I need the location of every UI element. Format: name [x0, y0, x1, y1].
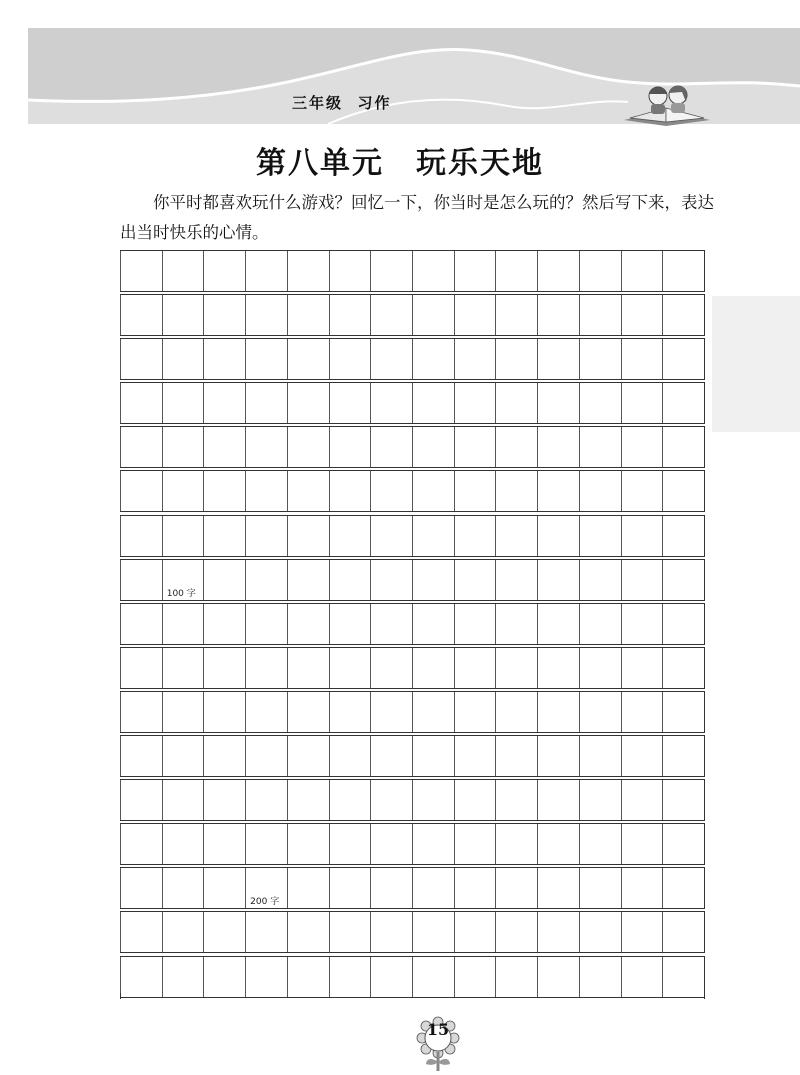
grid-row	[120, 823, 705, 865]
grid-cell[interactable]	[245, 339, 287, 379]
grid-cell[interactable]	[412, 295, 454, 335]
grid-cell[interactable]	[245, 912, 287, 952]
grid-cell[interactable]	[579, 427, 621, 467]
grid-cell[interactable]	[579, 471, 621, 511]
grid-cell[interactable]	[621, 251, 663, 291]
grid-cell[interactable]	[162, 295, 204, 335]
grid-cell[interactable]	[412, 339, 454, 379]
grid-cell[interactable]	[245, 560, 287, 600]
grid-cell[interactable]	[162, 824, 204, 864]
grid-cell[interactable]	[495, 560, 537, 600]
grid-cell[interactable]	[621, 339, 663, 379]
grid-cell[interactable]	[662, 516, 705, 556]
grid-cell[interactable]	[203, 383, 245, 423]
kids-reading-icon	[620, 80, 716, 126]
grid-cell[interactable]	[662, 957, 705, 997]
grid-cell[interactable]	[537, 780, 579, 820]
grid-cell[interactable]	[412, 912, 454, 952]
grid-row	[120, 470, 705, 512]
grid-cell[interactable]	[329, 868, 371, 908]
grid-cell[interactable]	[120, 383, 162, 423]
grid-cell[interactable]	[287, 295, 329, 335]
grid-cell[interactable]	[662, 868, 705, 908]
grid-cell[interactable]	[537, 339, 579, 379]
grid-cell[interactable]	[537, 560, 579, 600]
grid-cell[interactable]	[329, 736, 371, 776]
grid-cell[interactable]	[621, 736, 663, 776]
grid-cell[interactable]	[162, 648, 204, 688]
grid-cell[interactable]	[162, 957, 204, 997]
grid-cell[interactable]	[120, 604, 162, 644]
grid-cell[interactable]	[245, 692, 287, 732]
grid-cell[interactable]	[662, 471, 705, 511]
grid-cell[interactable]	[370, 912, 412, 952]
grid-cell[interactable]	[412, 780, 454, 820]
grid-cell[interactable]	[287, 824, 329, 864]
grid-cell[interactable]	[245, 824, 287, 864]
grid-cell[interactable]	[120, 251, 162, 291]
grid-cell[interactable]	[579, 383, 621, 423]
grid-cell[interactable]	[621, 383, 663, 423]
grid-cell[interactable]	[329, 604, 371, 644]
grid-cell[interactable]	[203, 692, 245, 732]
grid-cell[interactable]	[370, 604, 412, 644]
grid-row	[120, 647, 705, 689]
grid-cell[interactable]	[454, 824, 496, 864]
grid-cell[interactable]	[454, 648, 496, 688]
grid-cell[interactable]	[412, 957, 454, 997]
grid-cell[interactable]	[287, 736, 329, 776]
grid-cell[interactable]	[454, 560, 496, 600]
grid-cell[interactable]	[621, 427, 663, 467]
grid-cell[interactable]	[621, 780, 663, 820]
grid-cell[interactable]	[245, 295, 287, 335]
grid-cell[interactable]	[537, 736, 579, 776]
grid-cell[interactable]	[454, 868, 496, 908]
grid-cell[interactable]	[120, 957, 162, 997]
grid-cell[interactable]	[454, 912, 496, 952]
grid-cell[interactable]	[203, 339, 245, 379]
grid-cell[interactable]	[370, 471, 412, 511]
grid-cell[interactable]	[579, 604, 621, 644]
grid-cell[interactable]	[579, 692, 621, 732]
grid-cell[interactable]	[579, 780, 621, 820]
grid-cell[interactable]	[162, 427, 204, 467]
grid-cell[interactable]	[537, 427, 579, 467]
grid-cell[interactable]	[370, 648, 412, 688]
grid-row	[120, 382, 705, 424]
grid-cell[interactable]	[662, 560, 705, 600]
grid-cell[interactable]	[287, 648, 329, 688]
grid-cell[interactable]	[245, 736, 287, 776]
grid-cell[interactable]	[412, 692, 454, 732]
grid-cell[interactable]	[120, 780, 162, 820]
grid-cell[interactable]	[162, 471, 204, 511]
grid-cell[interactable]	[662, 339, 705, 379]
grid-cell[interactable]	[412, 868, 454, 908]
grid-cell[interactable]	[579, 295, 621, 335]
grid-cell[interactable]	[329, 780, 371, 820]
grid-cell[interactable]	[495, 868, 537, 908]
grid-cell[interactable]	[329, 824, 371, 864]
grid-cell[interactable]	[203, 736, 245, 776]
grid-cell[interactable]	[537, 648, 579, 688]
grid-cell[interactable]	[203, 295, 245, 335]
grid-cell[interactable]	[454, 251, 496, 291]
grid-cell[interactable]	[662, 251, 705, 291]
grid-cell[interactable]	[162, 383, 204, 423]
grid-cell[interactable]	[203, 780, 245, 820]
grid-cell[interactable]	[370, 957, 412, 997]
grid-cell[interactable]	[495, 648, 537, 688]
grid-cell[interactable]	[203, 912, 245, 952]
grid-cell[interactable]	[287, 516, 329, 556]
grid-cell[interactable]	[120, 560, 162, 600]
grid-cell[interactable]	[203, 560, 245, 600]
grid-cell[interactable]	[454, 780, 496, 820]
grid-cell[interactable]	[579, 251, 621, 291]
grid-cell[interactable]	[329, 957, 371, 997]
grid-cell[interactable]	[662, 736, 705, 776]
grid-cell[interactable]	[412, 471, 454, 511]
grid-cell[interactable]	[454, 471, 496, 511]
grid-cell[interactable]	[454, 736, 496, 776]
grid-cell[interactable]	[329, 560, 371, 600]
grid-cell[interactable]	[370, 736, 412, 776]
grid-cell[interactable]	[579, 736, 621, 776]
grid-cell[interactable]	[120, 648, 162, 688]
grid-cell[interactable]	[370, 251, 412, 291]
grid-cell[interactable]	[162, 868, 204, 908]
grid-cell[interactable]	[120, 516, 162, 556]
grid-cell[interactable]	[662, 604, 705, 644]
grid-cell[interactable]	[287, 471, 329, 511]
grid-cell[interactable]	[537, 383, 579, 423]
grid-cell[interactable]	[537, 912, 579, 952]
grid-cell[interactable]	[537, 251, 579, 291]
grid-row	[120, 515, 705, 557]
page-number: 15	[426, 1020, 450, 1039]
grid-cell[interactable]	[162, 560, 204, 600]
grid-cell[interactable]	[412, 736, 454, 776]
grid-cell[interactable]	[245, 648, 287, 688]
grid-cell[interactable]	[621, 692, 663, 732]
grid-cell[interactable]	[495, 251, 537, 291]
grid-cell[interactable]	[412, 383, 454, 423]
grid-cell[interactable]	[621, 824, 663, 864]
grid-row	[120, 426, 705, 468]
header-label: 三年级 习作	[292, 94, 392, 112]
grid-row	[120, 250, 705, 292]
grid-cell[interactable]	[495, 912, 537, 952]
grid-cell[interactable]	[579, 868, 621, 908]
grid-cell[interactable]	[370, 868, 412, 908]
grid-cell[interactable]	[329, 471, 371, 511]
grid-row	[120, 735, 705, 777]
grid-cell[interactable]	[287, 868, 329, 908]
grid-cell[interactable]	[120, 339, 162, 379]
grid-cell[interactable]	[329, 339, 371, 379]
grid-cell[interactable]	[662, 824, 705, 864]
grid-cell[interactable]	[203, 604, 245, 644]
grid-cell[interactable]	[287, 912, 329, 952]
grid-cell[interactable]	[495, 604, 537, 644]
grid-cell[interactable]	[245, 383, 287, 423]
grid-cell[interactable]	[621, 648, 663, 688]
grid-cell[interactable]	[245, 251, 287, 291]
grid-cell[interactable]	[412, 251, 454, 291]
grid-cell[interactable]	[329, 383, 371, 423]
grid-cell[interactable]	[120, 692, 162, 732]
grid-row	[120, 867, 705, 909]
grid-cell[interactable]	[621, 516, 663, 556]
grid-cell[interactable]	[245, 780, 287, 820]
grid-cell[interactable]	[329, 692, 371, 732]
grid-cell[interactable]	[120, 471, 162, 511]
grid-cell[interactable]	[245, 957, 287, 997]
grid-row	[120, 956, 705, 998]
grid-cell[interactable]	[495, 824, 537, 864]
word-count-mark: 200 字	[250, 897, 280, 908]
grid-cell[interactable]	[120, 736, 162, 776]
grid-cell[interactable]	[412, 824, 454, 864]
grid-cell[interactable]	[621, 868, 663, 908]
page-title: 第八单元 玩乐天地	[256, 146, 544, 181]
grid-cell[interactable]	[162, 604, 204, 644]
grid-cell[interactable]	[203, 648, 245, 688]
grid-cell[interactable]	[245, 604, 287, 644]
grid-cell[interactable]	[537, 868, 579, 908]
grid-cell[interactable]	[203, 868, 245, 908]
grid-row	[120, 559, 705, 601]
grid-cell[interactable]	[162, 692, 204, 732]
grid-cell[interactable]	[412, 560, 454, 600]
grid-cell[interactable]	[203, 251, 245, 291]
grid-cell[interactable]	[454, 339, 496, 379]
grid-cell[interactable]	[370, 780, 412, 820]
grid-cell[interactable]	[412, 648, 454, 688]
grid-cell[interactable]	[537, 957, 579, 997]
grid-cell[interactable]	[495, 339, 537, 379]
grid-cell[interactable]	[287, 692, 329, 732]
grid-cell[interactable]	[662, 692, 705, 732]
grid-cell[interactable]	[329, 516, 371, 556]
grid-cell[interactable]	[203, 516, 245, 556]
grid-cell[interactable]	[662, 383, 705, 423]
grid-cell[interactable]	[287, 251, 329, 291]
grid-cell[interactable]	[579, 516, 621, 556]
grid-cell[interactable]	[537, 471, 579, 511]
grid-cell[interactable]	[662, 912, 705, 952]
grid-cell[interactable]	[495, 471, 537, 511]
grid-cell[interactable]	[662, 780, 705, 820]
grid-cell[interactable]	[579, 957, 621, 997]
grid-cell[interactable]	[537, 824, 579, 864]
grid-cell[interactable]	[621, 957, 663, 997]
grid-cell[interactable]	[579, 824, 621, 864]
grid-cell[interactable]	[495, 736, 537, 776]
grid-cell[interactable]	[412, 427, 454, 467]
grid-cell[interactable]	[662, 427, 705, 467]
grid-row	[120, 691, 705, 733]
grid-cell[interactable]	[287, 383, 329, 423]
page-number-badge	[416, 1016, 460, 1071]
grid-cell[interactable]	[412, 516, 454, 556]
grid-cell[interactable]	[621, 295, 663, 335]
grid-tail	[120, 993, 705, 999]
grid-cell[interactable]	[412, 604, 454, 644]
grid-row	[120, 911, 705, 953]
grid-row	[120, 338, 705, 380]
grid-cell[interactable]	[621, 604, 663, 644]
grid-cell[interactable]	[454, 604, 496, 644]
writing-grid[interactable]	[120, 250, 705, 1000]
grid-cell[interactable]	[495, 295, 537, 335]
grid-cell[interactable]	[370, 295, 412, 335]
grid-cell[interactable]	[245, 471, 287, 511]
grid-cell[interactable]	[662, 648, 705, 688]
grid-cell[interactable]	[454, 692, 496, 732]
grid-cell[interactable]	[120, 912, 162, 952]
grid-cell[interactable]	[621, 471, 663, 511]
grid-cell[interactable]	[245, 427, 287, 467]
grid-cell[interactable]	[370, 560, 412, 600]
grid-cell[interactable]	[203, 957, 245, 997]
grid-cell[interactable]	[537, 604, 579, 644]
grid-cell[interactable]	[495, 516, 537, 556]
grid-cell[interactable]	[287, 780, 329, 820]
grid-cell[interactable]	[370, 339, 412, 379]
grid-cell[interactable]	[245, 516, 287, 556]
grid-cell[interactable]	[120, 295, 162, 335]
grid-cell[interactable]	[287, 427, 329, 467]
grid-cell[interactable]	[495, 692, 537, 732]
grid-cell[interactable]	[537, 692, 579, 732]
grid-cell[interactable]	[203, 427, 245, 467]
grid-cell[interactable]	[329, 912, 371, 952]
grid-cell[interactable]	[579, 339, 621, 379]
grid-cell[interactable]	[162, 780, 204, 820]
grid-row	[120, 603, 705, 645]
grid-cell[interactable]	[370, 516, 412, 556]
grid-cell[interactable]	[120, 427, 162, 467]
grid-cell[interactable]	[495, 780, 537, 820]
grid-cell[interactable]	[329, 251, 371, 291]
grid-cell[interactable]	[370, 427, 412, 467]
grid-cell[interactable]	[454, 427, 496, 467]
grid-cell[interactable]	[245, 868, 287, 908]
grid-cell[interactable]	[162, 912, 204, 952]
grid-cell[interactable]	[287, 957, 329, 997]
grid-cell[interactable]	[495, 957, 537, 997]
side-tab	[712, 296, 800, 432]
grid-cell[interactable]	[120, 824, 162, 864]
grid-cell[interactable]	[162, 251, 204, 291]
grid-row	[120, 294, 705, 336]
grid-cell[interactable]	[203, 471, 245, 511]
grid-cell[interactable]	[329, 427, 371, 467]
grid-cell[interactable]	[329, 648, 371, 688]
grid-cell[interactable]	[621, 912, 663, 952]
grid-cell[interactable]	[120, 868, 162, 908]
grid-cell[interactable]	[370, 383, 412, 423]
grid-cell[interactable]	[287, 560, 329, 600]
grid-cell[interactable]	[495, 383, 537, 423]
grid-cell[interactable]	[537, 295, 579, 335]
grid-cell[interactable]	[370, 692, 412, 732]
grid-cell[interactable]	[287, 339, 329, 379]
grid-cell[interactable]	[287, 604, 329, 644]
grid-cell[interactable]	[454, 383, 496, 423]
writing-prompt: 你平时都喜欢玩什么游戏？回忆一下，你当时是怎么玩的？然后写下来，表达出当时快乐的心情。	[120, 193, 714, 242]
grid-cell[interactable]	[537, 516, 579, 556]
grid-cell[interactable]	[454, 295, 496, 335]
grid-cell[interactable]	[495, 427, 537, 467]
grid-cell[interactable]	[621, 560, 663, 600]
grid-row	[120, 779, 705, 821]
grid-cell[interactable]	[162, 339, 204, 379]
grid-cell[interactable]	[579, 648, 621, 688]
word-count-mark: 100 字	[166, 588, 196, 599]
grid-cell[interactable]	[579, 912, 621, 952]
grid-cell[interactable]	[662, 295, 705, 335]
grid-cell[interactable]	[454, 516, 496, 556]
grid-cell[interactable]	[329, 295, 371, 335]
grid-cell[interactable]	[162, 736, 204, 776]
grid-cell[interactable]	[203, 824, 245, 864]
grid-cell[interactable]	[579, 560, 621, 600]
grid-cell[interactable]	[162, 516, 204, 556]
grid-cell[interactable]	[370, 824, 412, 864]
grid-cell[interactable]	[454, 957, 496, 997]
